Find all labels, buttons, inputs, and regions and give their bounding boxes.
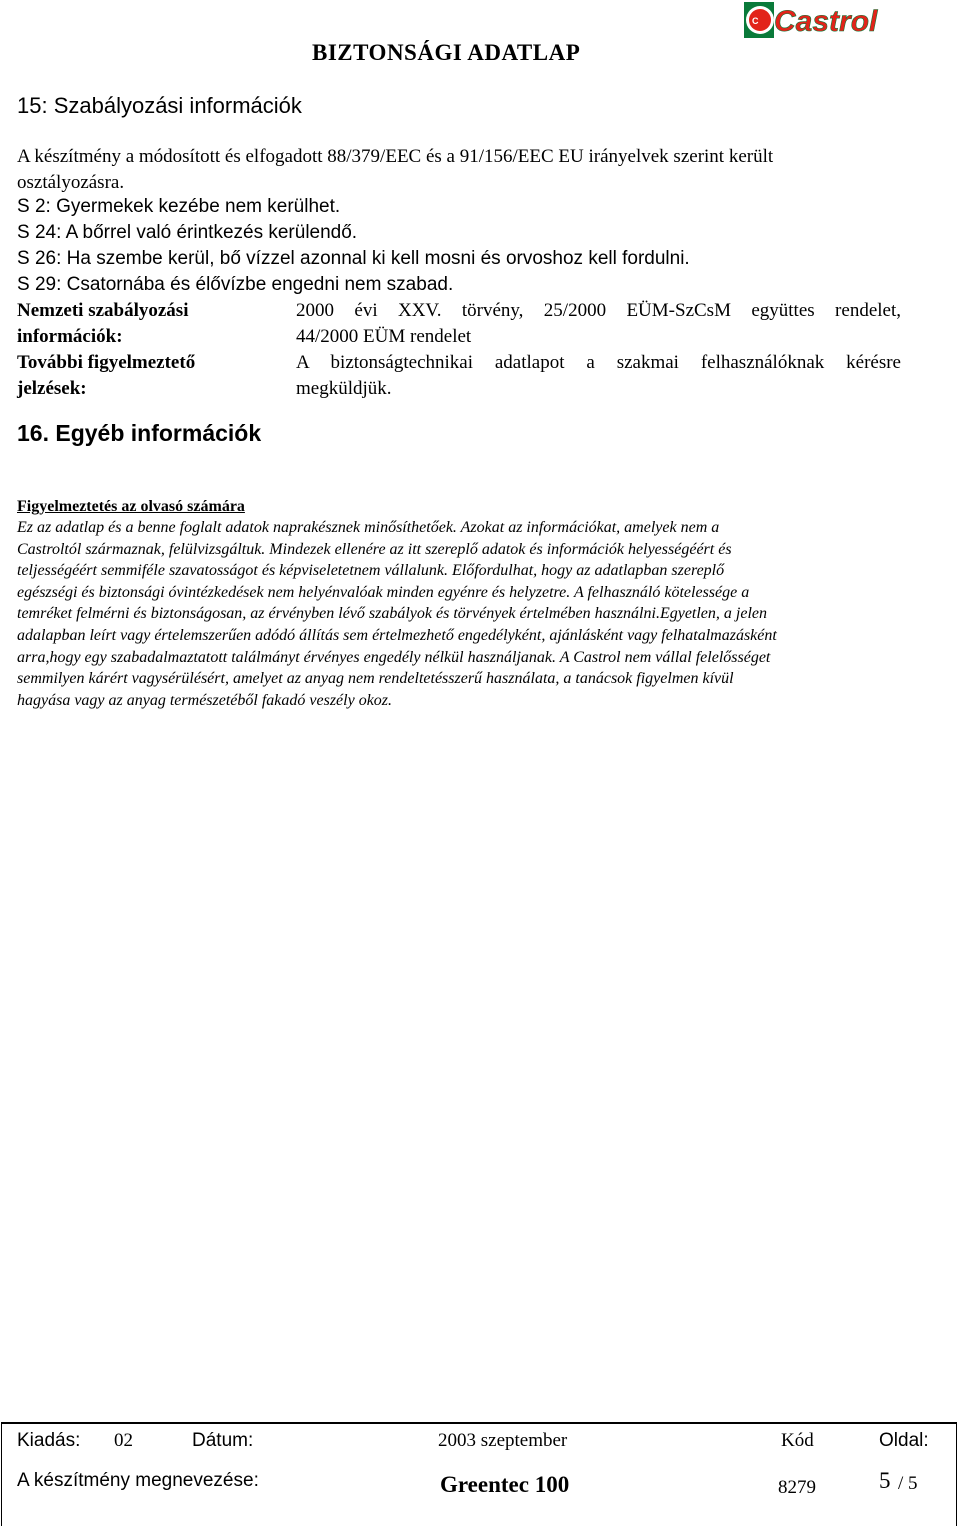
national-regulation-label: Nemzeti szabályozási xyxy=(17,300,189,321)
warning-line: semmilyen kárért vagysérülésért, amelyet az anyag nem rendeltetésszerű használata, a tanácsok figyelmen kívül xyxy=(17,670,734,688)
page-label: Oldal: xyxy=(879,1430,929,1451)
national-regulation-label: információk: xyxy=(17,326,123,347)
s-phrase: S 2: Gyermekek kezébe nem kerülhet. xyxy=(17,196,341,217)
further-warnings-value: megküldjük. xyxy=(296,378,392,399)
national-regulation-value: 44/2000 EÜM rendelet xyxy=(296,326,472,347)
further-warnings-label: További figyelmeztető xyxy=(17,352,196,373)
further-warnings-label: jelzések: xyxy=(17,378,87,399)
further-warnings-value: A biztonságtechnikai adatlapot a szakmai felhasználóknak kérésre xyxy=(296,352,901,373)
date-label: Dátum: xyxy=(192,1430,254,1451)
page-total: / 5 xyxy=(898,1473,918,1494)
intro-line: osztályozásra. xyxy=(17,172,125,193)
section-16-heading: 16. Egyéb információk xyxy=(17,420,262,446)
s-phrase: S 24: A bőrrel való érintkezés kerülendő. xyxy=(17,222,358,243)
document-title: BIZTONSÁGI ADATLAP xyxy=(312,40,581,65)
national-regulation-value: 2000 évi XXV. törvény, 25/2000 EÜM-SzCsM együttes rendelet, xyxy=(296,300,901,321)
reader-warning-title: Figyelmeztetés az olvasó számára xyxy=(17,498,245,515)
warning-line: adalapban leírt vagy értelemszerűen adódó állítás sem értelmezhető engedélyként, ajánlásként vagy felhatalmazásként xyxy=(17,626,777,644)
warning-line: teljességéért semmiféle szavatosságot és képviseletetnem vállalunk. Előfordulhat, hogy az adatlapban szereplő xyxy=(17,562,725,580)
page-number: 5 xyxy=(879,1468,891,1493)
warning-line: arra,hogy egy szabadalmaztatott találmányt érvényes engedély nélkül használjanak. A Castrol nem vállal felelősséget xyxy=(17,648,771,666)
warning-line: Castroltól származnak, felülvizsgáltuk. Mindezek ellenére az itt szereplő adatok és információk helyességéért és xyxy=(17,540,732,558)
warning-line: egészségi és biztonsági óvintézkedések nem helyénvalóak minden egyénre és helyzetre. A felhasználó kötelessége a xyxy=(17,583,750,601)
castrol-logo xyxy=(744,0,902,40)
warning-line: temréket felmérni és biztonságosan, az érvényben lévő szabályok és törvények értelmében használni.Egyetlen, a jelen xyxy=(17,605,767,623)
section-15-heading: 15: Szabályozási információk xyxy=(17,93,302,118)
edition-label: Kiadás: xyxy=(17,1430,81,1451)
date-value: 2003 szeptember xyxy=(438,1430,568,1451)
warning-line: Ez az adatlap és a benne foglalt adatok naprakésznek minősíthetőek. Azokat az információkat, amelyek nem a xyxy=(17,519,720,536)
code-label: Kód xyxy=(781,1430,814,1451)
intro-paragraph xyxy=(17,144,907,196)
s-phrase: S 29: Csatornába és élővízbe engedni nem szabad. xyxy=(17,274,454,295)
svg-text:Castrol: Castrol xyxy=(774,5,878,38)
s-phrase: S 26: Ha szembe kerül, bő vízzel azonnal ki kell mosni és orvoshoz kell fordulni. xyxy=(17,248,690,269)
intro-line: A készítmény a módosított és elfogadott 88/379/EEC és a 91/156/EEC EU irányelvek szerint került xyxy=(17,146,774,167)
reader-warning-body xyxy=(17,517,877,711)
product-name: Greentec 100 xyxy=(440,1472,570,1497)
product-name-label: A készítmény megnevezése: xyxy=(17,1470,259,1491)
code-value: 8279 xyxy=(778,1477,816,1498)
edition-value: 02 xyxy=(114,1430,133,1451)
warning-line: hagyása vagy az anyag természetéből fakadó veszély okoz. xyxy=(17,691,393,709)
svg-text:C: C xyxy=(752,16,759,26)
